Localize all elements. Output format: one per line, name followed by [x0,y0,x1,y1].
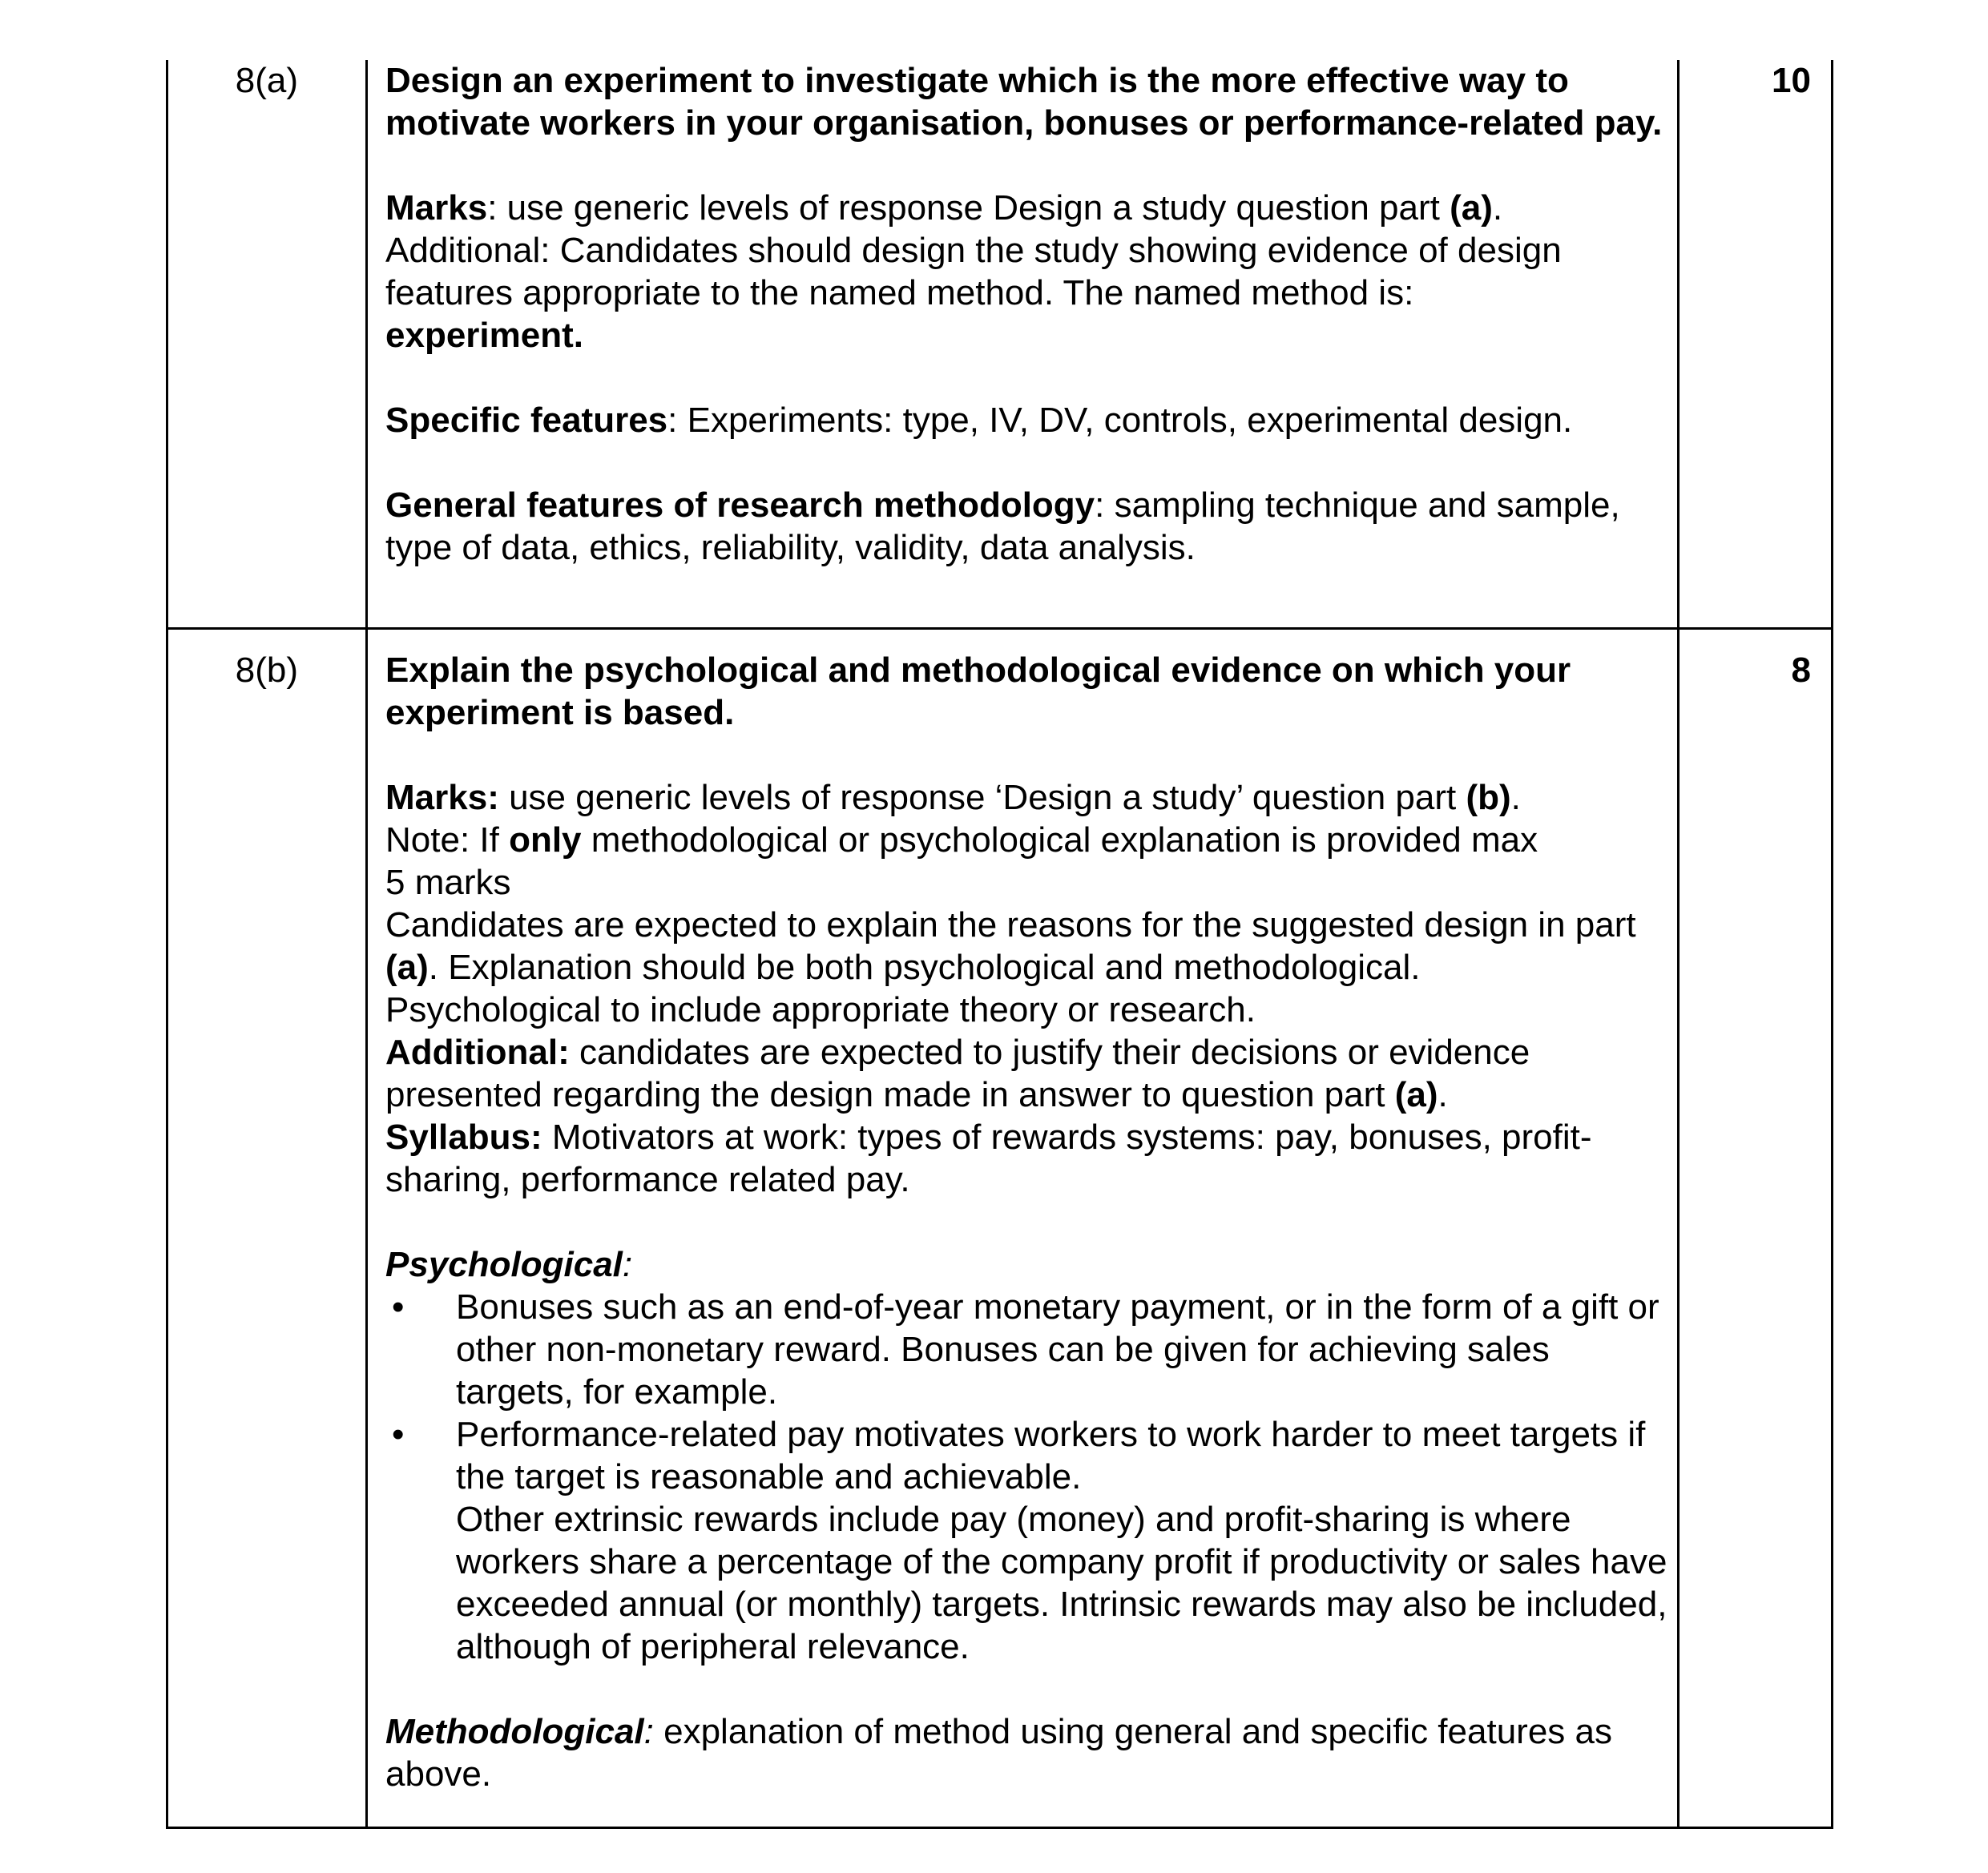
general-features: General features of research methodology: sampling technique and sample, type of data, ethics, reliability, validity, data analysis. [385,485,1620,567]
psychological-bullet-list [385,1286,1667,1668]
bullet-icon: • [392,1415,405,1454]
table-border-left-upper [166,60,168,629]
table-divider-marks [1677,60,1680,1829]
additional-guidance-8a: Additional: Candidates should design the study showing evidence of design features appropriate to the named method. The named method is: [385,231,1562,312]
marks-label: Marks [385,188,488,228]
psychological-heading: Psychological: [385,1245,633,1284]
question-number-8b: 8(b) [235,651,298,690]
question-cell-8a [385,59,1667,569]
table-divider-qnum [365,60,368,1829]
question-heading-8a: Design an experiment to investigate which is the more effective way to motivate workers in your organisation, bonuses or performance-related pay. [385,61,1663,143]
list-item: • Performance-related pay motivates workers to work harder to meet targets if the target is reasonable and achievable. Other extrinsic rewards include pay (money) and profit-sharing is where workers share a percentage of the company profit if productivity or sales have exceeded annual (or monthly) targets. Intrinsic rewards may also be included, although of peripheral relevance. [392,1415,1667,1666]
methodological-line: Methodological: explanation of method using general and specific features as above. [385,1712,1612,1794]
specific-features: Specific features: Experiments: type, IV, DV, controls, experimental design. [385,401,1573,440]
named-method: experiment. [385,316,583,355]
syllabus-line: Syllabus: Motivators at work: types of rewards systems: pay, bonuses, profit-sharing, performance related pay. [385,1118,1592,1199]
list-item: • Bonuses such as an end-of-year monetary payment, or in the form of a gift or other non-monetary reward. Bonuses can be given for achieving sales targets, for example. [392,1287,1659,1412]
bullet-continuation: Other extrinsic rewards include pay (money) and profit-sharing is where workers share a percentage of the company profit if productivity or sales have exceeded annual (or monthly) targets. Intrinsic rewards may also be included, although of peripheral relevance. [456,1500,1667,1666]
marks-value-8a: 10 [1772,61,1811,100]
question-heading-8b: Explain the psychological and methodological evidence on which your experiment is based. [385,651,1571,732]
note-line: Note: If only methodological or psychological explanation is provided max [385,820,1538,860]
candidates-expected: Candidates are expected to explain the reasons for the suggested design in part (a). Explanation should be both psychological and methodological. [385,905,1636,987]
table-bottom-border [166,1827,1833,1829]
bullet-icon: • [392,1287,405,1327]
marks-guidance-8b: Marks: use generic levels of response ‘Design a study’ question part (b). [385,778,1521,817]
psychological-include: Psychological to include appropriate theory or research. [385,990,1256,1029]
question-number-8a: 8(a) [235,61,298,100]
note-max-marks: 5 marks [385,863,511,902]
marks-value-8b: 8 [1791,651,1811,690]
question-cell-8b [385,649,1667,1795]
row-divider [166,627,1833,630]
table-border-left-lower [166,627,168,1829]
marks-guidance-8a: Marks: use generic levels of response Design a study question part (a). [385,188,1503,228]
table-border-right [1831,60,1833,1829]
additional-guidance-8b: Additional: candidates are expected to justify their decisions or evidence presented regarding the design made in answer to question part (a). [385,1033,1530,1114]
